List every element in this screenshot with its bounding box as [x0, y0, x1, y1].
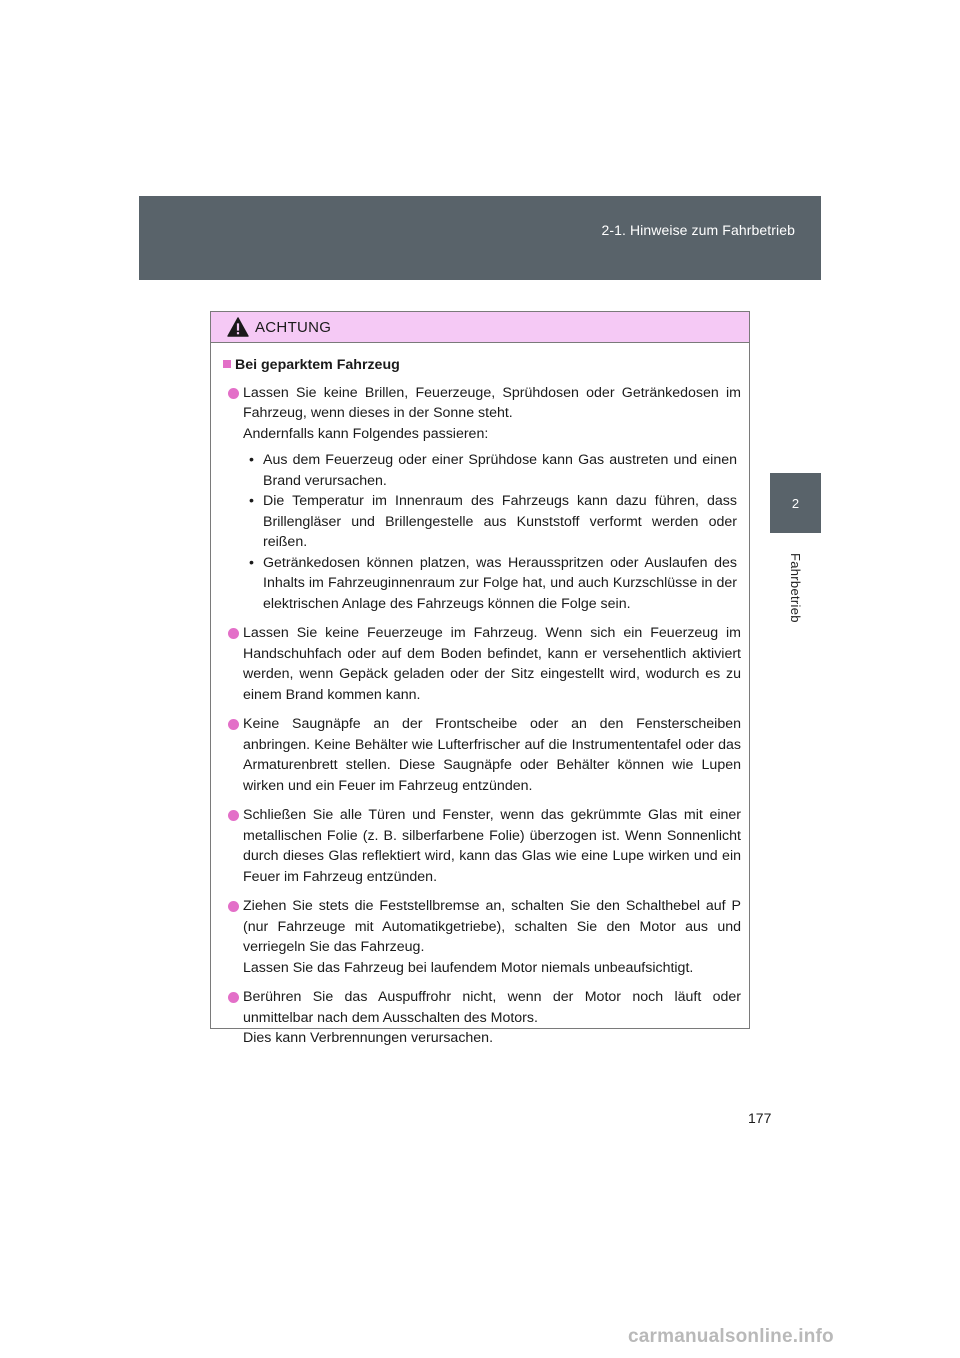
- round-bullet-icon: [228, 992, 239, 1003]
- round-bullet-icon: [228, 719, 239, 730]
- sub-item-text: Aus dem Feuerzeug oder einer Sprühdose kann Gas austreten und einen Brand verursachen.: [263, 452, 737, 489]
- warning-item-text: Schließen Sie alle Türen und Fenster, wenn das gekrümmte Glas mit einer metallischen Folie (z. B. silberfarbene Folie) überzogen ist. Wenn Sonnenlicht durch dieses Glas reflektiert wird, kann das Glas wie eine Lupe wirken und ein Feuer im Fahrzeug entzünden.: [243, 807, 741, 885]
- round-bullet-icon: [228, 901, 239, 912]
- round-bullet-icon: [228, 810, 239, 821]
- warning-body: [211, 343, 749, 1049]
- warning-item: [223, 383, 741, 615]
- header-band: [139, 196, 821, 280]
- warning-item: [223, 623, 741, 705]
- sub-item-list: [243, 450, 741, 614]
- round-bullet-icon: [228, 628, 239, 639]
- warning-item: [223, 896, 741, 978]
- sub-item-text: Die Temperatur im Innenraum des Fahrzeugs kann dazu führen, dass Brillengläser und Brillengestelle aus Kunststoff verformt werden oder reißen.: [263, 493, 737, 550]
- sub-item-text: Getränkedosen können platzen, was Herausspritzen oder Auslaufen des Inhalts im Fahrzeuginnenraum zur Folge hat, und auch Kurzschlüsse in der elektrischen Anlage des Fahrzeugs können die Folge sein.: [263, 554, 737, 612]
- chapter-number: 2: [791, 495, 800, 511]
- page-number: 177: [748, 1110, 772, 1126]
- sub-item: [249, 553, 737, 615]
- square-bullet-icon: [223, 360, 231, 368]
- dot-bullet-icon: •: [249, 493, 254, 509]
- warning-item-text: Lassen Sie keine Brillen, Feuerzeuge, Sprühdosen oder Getränkedosen im Fahrzeug, wenn dieses in der Sonne steht.: [243, 384, 741, 421]
- chapter-label: Fahrbetrieb: [788, 553, 803, 623]
- warning-header: [211, 312, 749, 343]
- warning-item-text: Keine Saugnäpfe an der Frontscheibe oder an den Fensterscheiben anbringen. Keine Behälter wie Lufterfrischer auf die Instrumententafel oder das Armaturenbrett stellen. Diese Saugnäpfe oder Behälter können wie Lupen wirken und ein Feuer im Fahrzeug entzünden.: [243, 716, 741, 794]
- warning-item-text: Lassen Sie keine Feuerzeuge im Fahrzeug. Wenn sich ein Feuerzeug im Handschuhfach oder auf dem Boden befindet, kann er versehentlich aktiviert werden, wenn Gepäck geladen oder der Sitz eingestellt wird, wodurch es zu einem Brand kommen kann.: [243, 625, 741, 703]
- warning-item-text: Lassen Sie das Fahrzeug bei laufendem Motor niemals unbeaufsichtigt.: [243, 959, 694, 976]
- warning-item: [223, 714, 741, 796]
- dot-bullet-icon: •: [249, 452, 254, 468]
- sub-item: [249, 491, 737, 553]
- warning-item-text: Ziehen Sie stets die Feststellbremse an, schalten Sie den Schalthebel auf P (nur Fahrzeuge mit Automatikgetriebe), schalten Sie den Motor aus und verriegeln Sie das Fahrzeug.: [243, 898, 741, 955]
- warning-item-list: [223, 383, 741, 1049]
- warning-title: ACHTUNG: [255, 318, 332, 336]
- warning-item: [223, 987, 741, 1049]
- warning-item-text: Dies kann Verbrennungen verursachen.: [243, 1030, 494, 1046]
- warning-item-text: Andernfalls kann Folgendes passieren:: [243, 425, 489, 442]
- round-bullet-icon: [228, 388, 239, 399]
- dot-bullet-icon: •: [249, 554, 254, 571]
- subheading-text: Bei geparktem Fahrzeug: [235, 357, 400, 373]
- watermark: carmanualsonline.info: [628, 1326, 834, 1347]
- warning-triangle-icon: [227, 317, 249, 337]
- warning-item-text: Berühren Sie das Auspuffrohr nicht, wenn der Motor noch läuft oder unmittelbar nach dem Ausschalten des Motors.: [243, 989, 741, 1026]
- warning-item: [223, 805, 741, 887]
- section-title: 2-1. Hinweise zum Fahrbetrieb: [601, 222, 795, 238]
- chapter-tab-label: [770, 533, 821, 643]
- warning-box: [210, 311, 750, 1046]
- sub-item: [249, 450, 737, 491]
- warning-subheading: [223, 355, 741, 376]
- chapter-tab-number: [770, 473, 821, 533]
